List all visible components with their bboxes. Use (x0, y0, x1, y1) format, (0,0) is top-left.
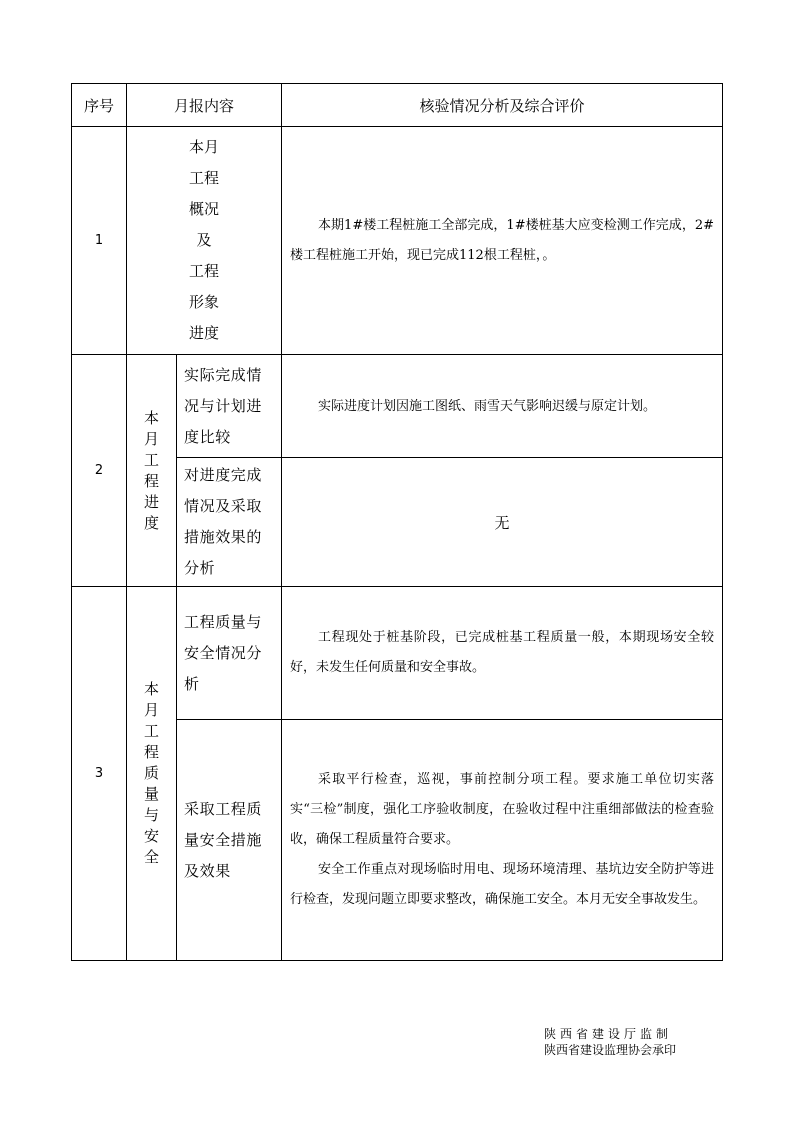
row3-evaluation-b-paragraph-2: 安全工作重点对现场临时用电、现场环境清理、基坑边安全防护等进行检查，发现问题立即要求整改，确保施工安全。本月无安全事故发生。 (290, 862, 715, 907)
header-evaluation: 核验情况分析及综合评价 (282, 84, 723, 127)
header-content: 月报内容 (127, 84, 282, 127)
row2-subitem-a: 实际完成情况与计划进度比较 (177, 355, 282, 458)
row3-category-char: 本 (143, 680, 159, 698)
row3-subitem-b: 采取工程质量安全措施及效果 (177, 720, 282, 961)
table-row-1 (72, 127, 723, 355)
row3-category-char: 安 (143, 827, 159, 845)
table-row-2a (72, 355, 723, 458)
row1-content-line: 本月 (189, 138, 220, 156)
row3-subitem-a: 工程质量与安全情况分析 (177, 587, 282, 720)
row3-category-char: 全 (143, 848, 159, 866)
row3-category-char: 量 (143, 785, 159, 803)
row1-content-line: 概况 (189, 200, 220, 218)
row1-content-line: 进度 (189, 324, 220, 342)
row1-seq: 1 (72, 127, 127, 355)
row3-evaluation-a (282, 587, 723, 720)
row1-evaluation (282, 127, 723, 355)
row2-subitem-b: 对进度完成情况及采取措施效果的分析 (177, 458, 282, 587)
header-row (72, 84, 723, 127)
footer-supervisor-line: 陕西省建设厅监制 (544, 1027, 673, 1041)
row3-evaluation-a-text: 工程现处于桩基阶段，已完成桩基工程质量一般，本期现场安全较好，未发生任何质量和安全事故。 (290, 630, 715, 675)
row2-category-char: 月 (143, 429, 159, 448)
row3-category-char: 程 (143, 743, 159, 761)
monthly-report-table (71, 83, 723, 961)
footer-publisher (544, 1026, 676, 1058)
row1-content-line: 形象 (189, 293, 220, 311)
row3-evaluation-b (282, 720, 723, 961)
row2-category-char: 本 (143, 408, 159, 427)
row2-evaluation-a (282, 355, 723, 458)
row3-category-char: 与 (143, 806, 159, 824)
header-seq: 序号 (72, 84, 127, 127)
row1-content-line: 工程 (189, 169, 220, 187)
row1-content (127, 127, 282, 355)
row2-category (127, 355, 177, 587)
row1-content-line: 工程 (189, 262, 220, 280)
row3-category-char: 工 (143, 722, 159, 740)
row2-category-char: 进 (143, 492, 159, 511)
row3-evaluation-b-paragraph-1: 采取平行检查，巡视，事前控制分项工程。要求施工单位切实落实“三检”制度，强化工序验收制度，在验收过程中注重细部做法的检查验收，确保工程质量符合要求。 (290, 772, 715, 847)
row2-category-char: 程 (143, 471, 159, 490)
row2-seq: 2 (72, 355, 127, 587)
row1-evaluation-text: 本期1#楼工程桩施工全部完成，1#楼桩基大应变检测工作完成，2#楼工程桩施工开始，现已完成112根工程桩，。 (290, 217, 715, 263)
row3-category (127, 587, 177, 961)
footer-printer-line: 陕西省建设监理协会承印 (544, 1043, 677, 1057)
row2-evaluation-a-text: 实际进度计划因施工图纸、雨雪天气影响迟缓与原定计划。 (318, 398, 657, 414)
row1-content-line: 及 (196, 231, 212, 249)
table-row-3a (72, 587, 723, 720)
row3-category-char: 月 (143, 701, 159, 719)
row2-evaluation-b: 无 (282, 458, 723, 587)
row3-seq: 3 (72, 587, 127, 961)
row3-category-char: 质 (143, 764, 159, 782)
row2-category-char: 工 (143, 450, 159, 469)
row2-category-char: 度 (143, 513, 159, 532)
